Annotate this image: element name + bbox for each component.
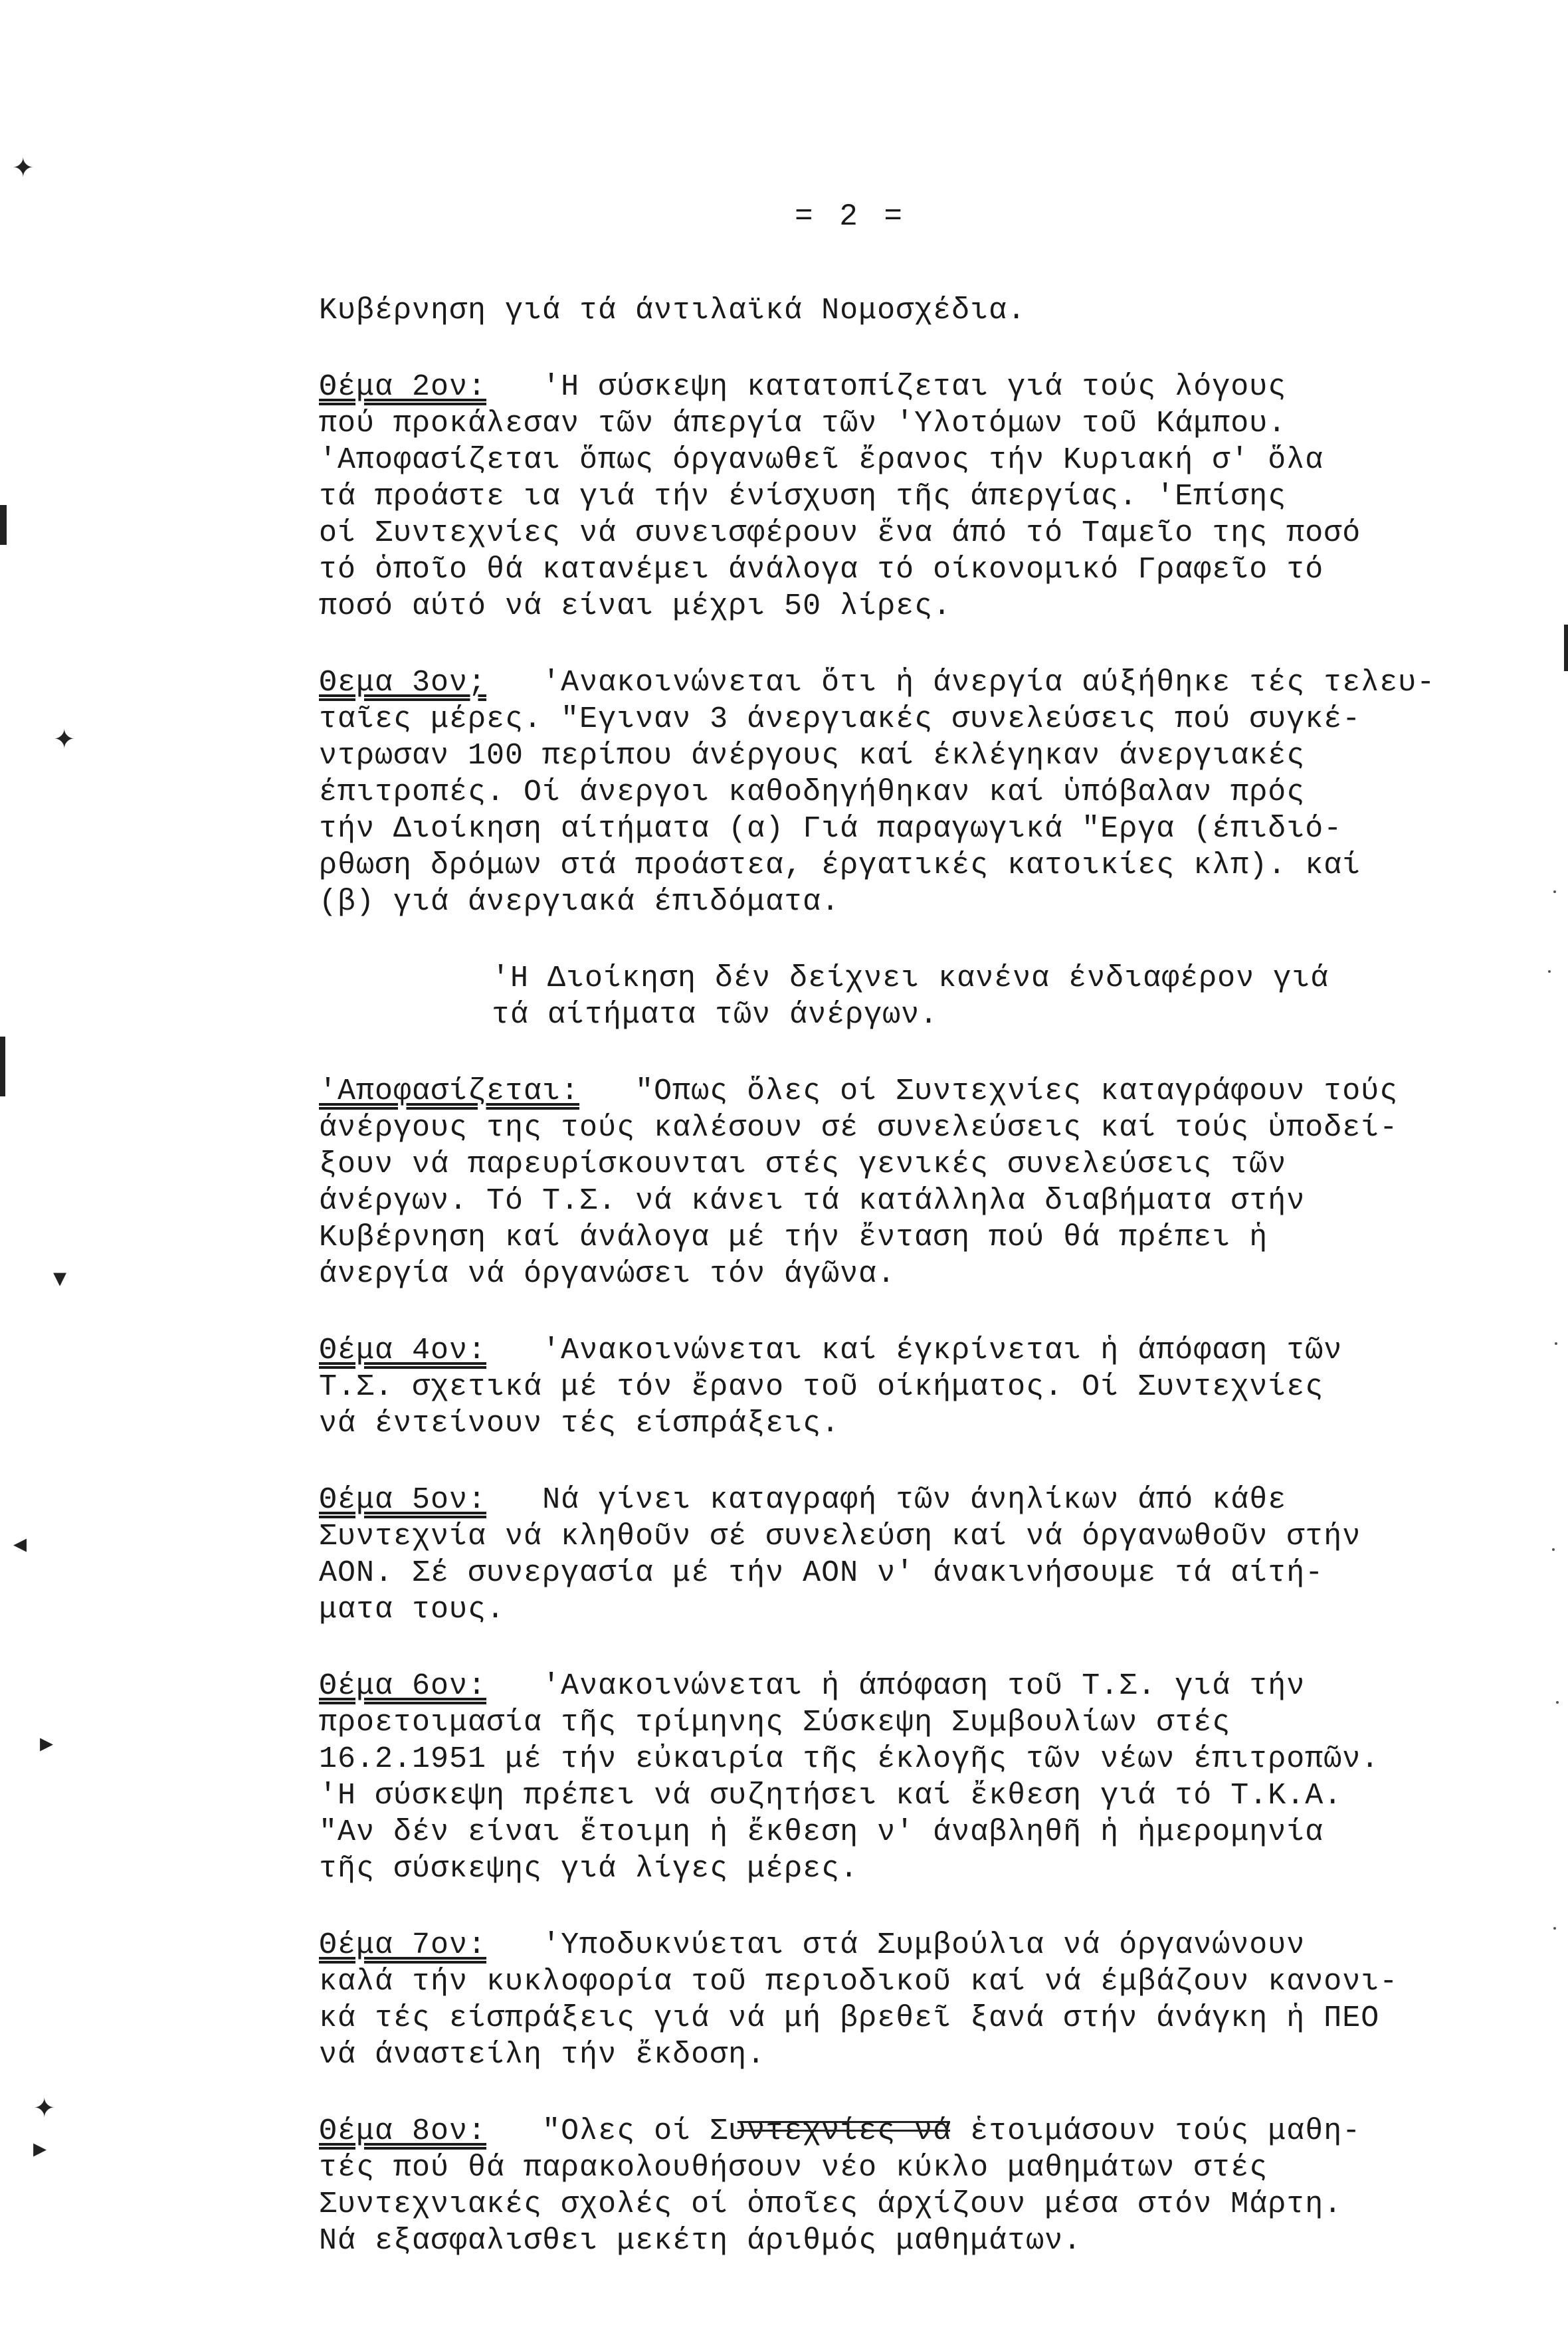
section-text: 'Ανακοινώνεται ὅτι ἡ άνεργία αύξήθηκε τές τελευ- ταῖες μέρες. "Εγιναν 3 άνεργιακές συνελεύσεις πού συγκέ- ντρωσαν 100 περίπου άνέργους καί έκλέγηκαν άνεργιακές έπιτροπές. Οί άνεργοι καθοδηγήθηκαν καί ὑπόβαλαν πρός τήν Διοίκηση αίτήματα (α) Γιά παραγωγικά "Εργα (έπιδιό- ρθωση δρόμων στά προάστεα, έργατικές κατοικίες κλπ). καί (β) γιά άνεργιακά έπιδόματα. bbox=[319, 666, 1436, 919]
section-topic-7 bbox=[319, 1927, 1528, 2073]
section-decision bbox=[319, 1073, 1528, 1292]
punch-hole-mark: ✦ bbox=[33, 2093, 56, 2124]
section-text: 'Ανακοινώνεται ἡ άπόφαση τοῦ Τ.Σ. γιά τήν προετοιμασία τῆς τρίμηνης Σύσκεψη Συμβουλίων στές 16.2.1951 μέ τήν εὐκαιρία τῆς έκλογῆς τῶν νέων έπιτροπῶν. 'Η σύσκεψη πρέπει νά συζητήσει καί ἔκθεση γιά τό Τ.Κ.Α. "Αν δέν είναι ἕτοιμη ἡ ἔκθεση ν' άναβληθῆ ἡ ἡμερομηνία τῆς σύσκεψης γιά λίγες μέρες. bbox=[319, 1669, 1380, 1886]
section-topic-3 bbox=[319, 664, 1528, 920]
section-text: 'Η Διοίκηση δέν δείχνει κανένα ένδιαφέρον γιά τά αίτήματα τῶν άνέργων. bbox=[492, 961, 1329, 1032]
section-heading: Θέμα 4ον: bbox=[319, 1334, 487, 1367]
right-edge-shadow bbox=[1564, 625, 1568, 671]
section-heading: 'Αποφασίζεται: bbox=[319, 1074, 580, 1108]
section-topic-2 bbox=[319, 369, 1528, 625]
section-text: 'Υποδυκνύεται στά Συμβούλια νά όργανώνουν καλά τήν κυκλοφορία τοῦ περιοδικοῦ καί νά έμβάζουν κανονι- κά τές είσπράξεις γιά νά μή βρεθεῖ ξανά στήν άνάγκη ἡ ΠΕΟ νά άναστείλη τήν ἔκδοση. bbox=[319, 1928, 1399, 2072]
scan-speck bbox=[1552, 1548, 1555, 1551]
section-administration-note bbox=[319, 960, 1528, 1033]
scan-speck bbox=[1555, 1342, 1557, 1345]
scan-speck bbox=[1548, 970, 1551, 973]
section-text: 'Η σύσκεψη κατατοπίζεται γιά τούς λόγους πού προκάλεσαν τῶν άπεργία τῶν 'Υλοτόμων τοῦ Κάμπου. 'Αποφασίζεται ὅπως όργανωθεῖ ἔρανος τήν Κυριακή σ' ὅλα τά προάστε ια γιά τήν ένίσχυση τῆς άπεργίας. 'Επίσης οί Συντεχνίες νά συνεισφέρουν ἕνα άπό τό Ταμεῖο της ποσό τό ὁποῖο θά κατανέμει άνάλογα τό οίκονομικό Γραφεῖο τό ποσό αύτό νά είναι μέχρι 50 λίρες. bbox=[319, 370, 1361, 623]
section-topic-8 bbox=[319, 2113, 1528, 2259]
punch-hole-mark: ◂ bbox=[13, 1528, 27, 1559]
left-edge-shadow bbox=[0, 1037, 5, 1096]
intro-paragraph: Κυβέρνηση γιά τά άντιλαϊκά Νομοσχέδια. bbox=[319, 294, 1027, 328]
section-heading: Θέμα 6ον: bbox=[319, 1669, 487, 1703]
scan-speck bbox=[1556, 1701, 1559, 1704]
section-heading: Θέμα 8ον: bbox=[319, 2114, 487, 2148]
scan-speck bbox=[1553, 1927, 1556, 1930]
section-topic-6 bbox=[319, 1668, 1528, 1887]
left-edge-shadow bbox=[0, 505, 7, 545]
punch-hole-mark: ✦ bbox=[53, 724, 76, 755]
section-heading: Θέμα 7ον: bbox=[319, 1928, 487, 1962]
scan-speck bbox=[1553, 890, 1556, 893]
page-number: = 2 = bbox=[794, 199, 907, 234]
section-text: Νά γίνει καταγραφή τῶν άνηλίκων άπό κάθε Συντεχνία νά κληθοῦν σέ συνελεύση καί νά όργανωθοῦν στήν ΑΟΝ. Σέ συνεργασία μέ τήν ΑΟΝ ν' άνακινήσουμε τά αίτή- ματα τους. bbox=[319, 1483, 1361, 1627]
section-text: 'Ανακοινώνεται καί έγκρίνεται ἡ άπόφαση τῶν Τ.Σ. σχετικά μέ τόν ἔρανο τοῦ οίκήματος. Οί Συντεχνίες νά έντείνουν τές είσπράξεις. bbox=[319, 1334, 1343, 1441]
section-topic-5 bbox=[319, 1482, 1528, 1628]
section-text: "Ολες οί Συντεχνίες νά ἑτοιμάσουν τούς μαθη- τές πού θά παρακολουθήσουν νέο κύκλο μαθημάτων στές Συντεχνιακές σχολές οί ὁποῖες άρχίζουν μέσα στόν Μάρτη. Νά εξασφαλισθει μεκέτη άριθμός μαθημάτων. bbox=[319, 2114, 1361, 2258]
section-heading: Θέμα 5ον: bbox=[319, 1483, 487, 1517]
punch-hole-mark: ▸ bbox=[40, 1728, 54, 1758]
end-double-rule bbox=[737, 2121, 950, 2132]
document-body bbox=[319, 292, 1528, 2299]
section-heading: Θεμα 3ον; bbox=[319, 666, 487, 700]
section-text: "Οπως ὅλες οί Συντεχνίες καταγράφουν τούς άνέργους της τούς καλέσουν σέ συνελεύσεις καί τούς ὑποδεί- ξουν νά παρευρίσκουνται στές γενικές συνελεύσεις τῶν άνέργων. Τό Τ.Σ. νά κάνει τά κατάλληλα διαβήματα στήν Κυβέρνηση καί άνάλογα μέ τήν ἔνταση πού θά πρέπει ἡ άνεργία νά όργανώσει τόν άγῶνα. bbox=[319, 1074, 1399, 1291]
section-heading: Θέμα 2ον: bbox=[319, 370, 487, 404]
punch-hole-mark: ▸ bbox=[33, 2133, 47, 2164]
punch-hole-mark: ▾ bbox=[53, 1263, 67, 1293]
section-topic-4 bbox=[319, 1332, 1528, 1442]
punch-hole-mark: ✦ bbox=[12, 153, 35, 183]
